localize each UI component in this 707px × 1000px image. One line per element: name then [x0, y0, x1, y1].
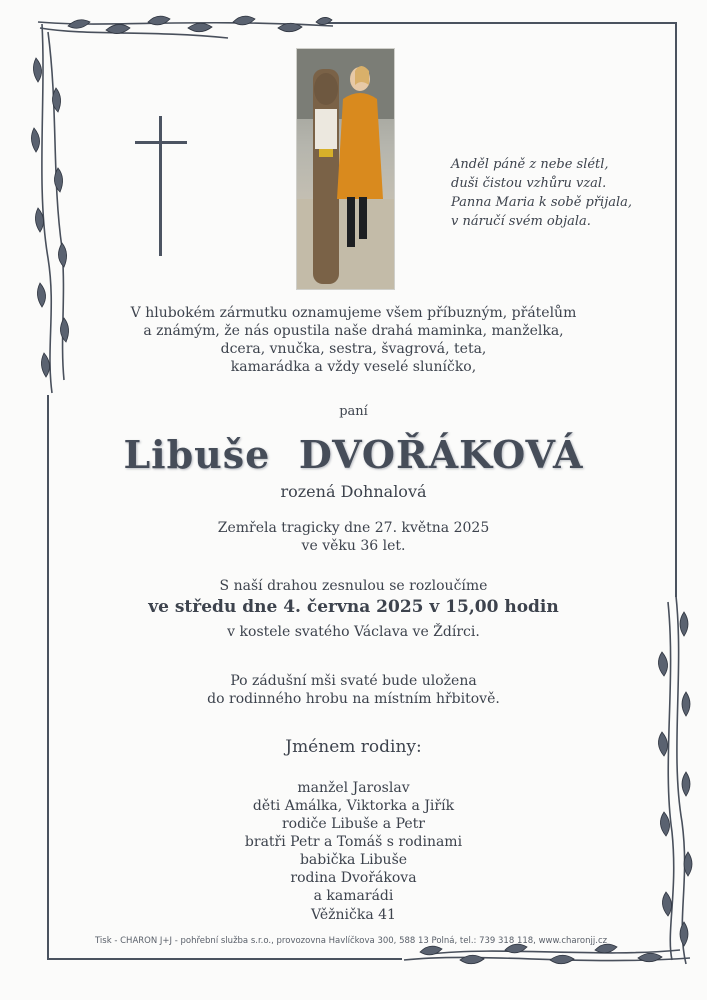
announcement-text — [0, 304, 707, 376]
ceremony-datetime: ve středu dne 4. června 2025 v 15,00 hodin — [148, 597, 559, 617]
family-heading: Jménem rodiny: — [285, 737, 422, 757]
salutation: paní — [339, 404, 368, 419]
death-date-line: Zemřela tragicky dne 27. května 2025 — [217, 520, 490, 536]
portrait-photo-image — [297, 49, 394, 289]
family-list — [0, 779, 707, 905]
verse-line: Anděl páně z nebe slétl, — [451, 157, 609, 172]
family-member: rodiče Libuše a Petr — [281, 816, 425, 832]
maiden-name: rozená Dohnalová — [280, 482, 427, 501]
deceased-name: Libuše DVOŘÁKOVÁ — [123, 432, 584, 477]
family-member: a kamarádi — [313, 888, 394, 904]
announcement-line: kamarádka a vždy veselé sluníčko, — [230, 359, 477, 375]
announcement-line: dcera, vnučka, sestra, švagrová, teta, — [220, 341, 487, 357]
ceremony-place: v kostele svatého Václava ve Ždírci. — [227, 624, 480, 640]
burial-info — [0, 672, 707, 708]
memorial-verse — [451, 155, 671, 231]
burial-line: do rodinného hrobu na místním hřbitově. — [207, 691, 500, 707]
portrait-photo — [296, 48, 395, 290]
family-member: babička Libuše — [299, 852, 408, 868]
frame-top-line — [325, 22, 677, 24]
family-member: bratři Petr a Tomáš s rodinami — [244, 834, 463, 850]
death-info — [0, 519, 707, 555]
family-member: manžel Jaroslav — [297, 780, 410, 796]
family-member: děti Amálka, Viktorka a Jiřík — [252, 798, 455, 814]
announcement-line: a známým, že nás opustila naše drahá maminka, manželka, — [143, 323, 564, 339]
age-line: ve věku 36 let. — [301, 538, 406, 554]
printer-footer: Tisk - CHARON J+J - pohřební služba s.r.o., provozovna Havlíčkova 300, 588 13 Polná, tel.: 739 318 118, www.charonjj.cz — [95, 936, 608, 946]
verse-line: duši čistou vzhůru vzal. — [451, 176, 607, 191]
burial-line: Po zádušní mši svaté bude uložena — [230, 673, 477, 689]
farewell-intro: S naší drahou zesnulou se rozloučíme — [219, 578, 488, 594]
frame-bottom-line — [47, 958, 402, 960]
cross-icon — [135, 116, 187, 256]
family-member: rodina Dvořákova — [290, 870, 417, 886]
verse-line: Panna Maria k sobě přijala, — [451, 195, 633, 210]
announcement-line: V hlubokém zármutku oznamujeme všem příbuzným, přátelům — [130, 305, 577, 321]
verse-line: v náručí svém objala. — [451, 214, 591, 229]
address: Věžnička 41 — [311, 907, 396, 923]
